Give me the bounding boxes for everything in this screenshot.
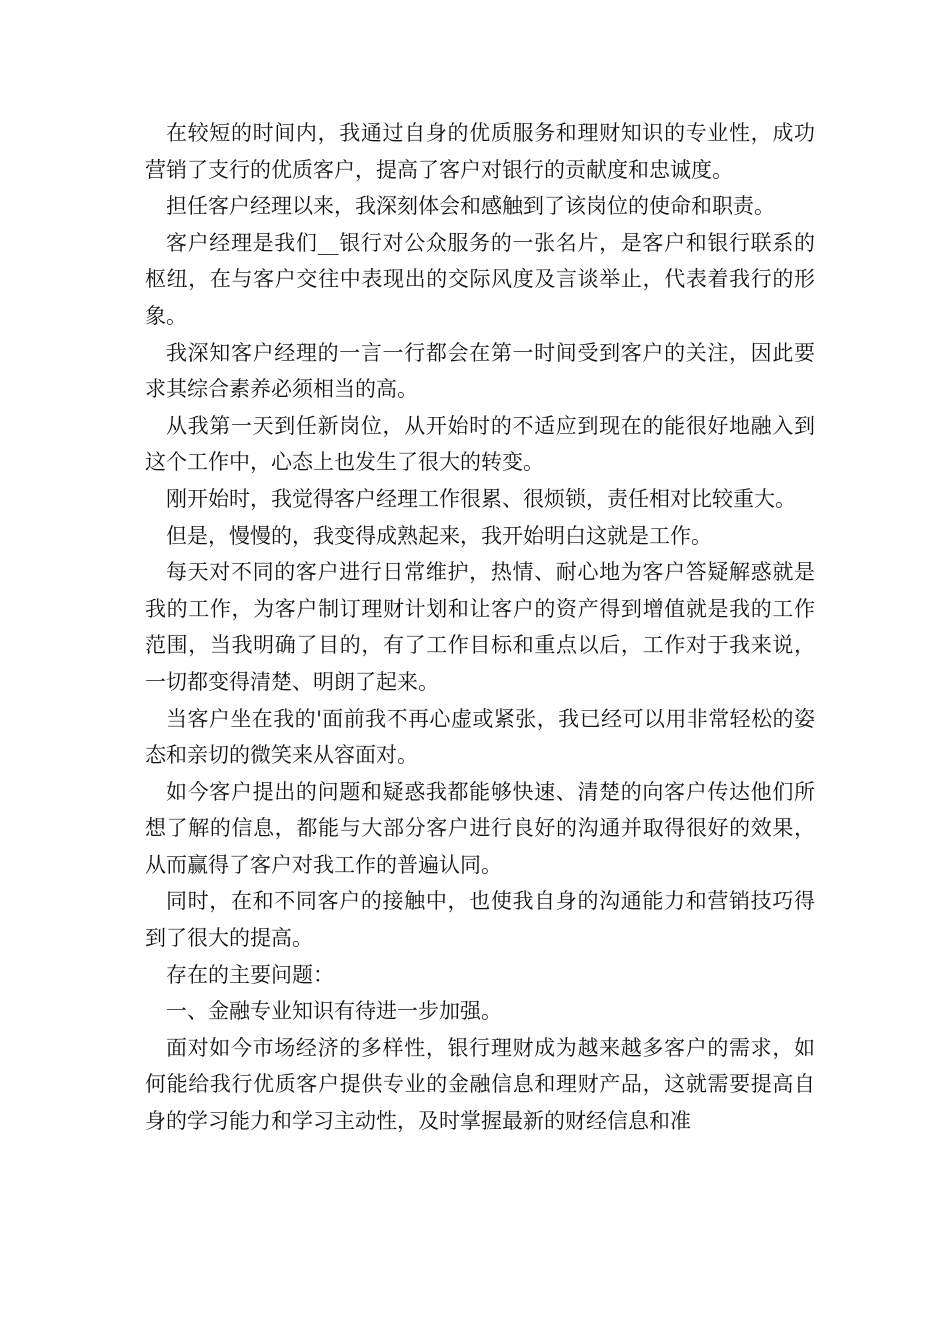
document-body	[145, 115, 815, 1140]
paragraph: 面对如今市场经济的多样性，银行理财成为越来越多客户的需求，如何能给我行优质客户提供专业的金融信息和理财产品，这就需要提高自身的学习能力和学习主动性，及时掌握最新的财经信息和准	[145, 1035, 815, 1134]
paragraph: 刚开始时，我觉得客户经理工作很累、很烦锁，责任相对比较重大。	[166, 486, 796, 511]
section-subheading: 一、金融专业知识有待进一步加强。	[166, 999, 502, 1024]
paragraph: 如今客户提出的问题和疑惑我都能够快速、清楚的向客户传达他们所想了解的信息，都能与大部分客户进行良好的沟通并取得很好的效果，从而赢得了客户对我工作的普遍认同。	[145, 779, 815, 877]
paragraph: 担任客户经理以来，我深刻体会和感触到了该岗位的使命和职责。	[166, 194, 775, 219]
paragraph: 从我第一天到任新岗位，从开始时的不适应到现在的能很好地融入到这个工作中，心态上也发生了很大的转变。	[145, 413, 815, 475]
paragraph: 在较短的时间内，我通过自身的优质服务和理财知识的专业性，成功营销了支行的优质客户，提高了客户对银行的贡献度和忠诚度。	[145, 121, 815, 182]
paragraph: 同时，在和不同客户的接触中，也使我自身的沟通能力和营销技巧得到了很大的提高。	[145, 889, 815, 951]
paragraph: 我深知客户经理的一言一行都会在第一时间受到客户的关注，因此要求其综合素养必须相当的高。	[145, 340, 815, 402]
paragraph: 但是，慢慢的，我变得成熟起来，我开始明白这就是工作。	[166, 523, 712, 548]
section-heading: 存在的主要问题：	[166, 962, 334, 987]
paragraph: 客户经理是我们__银行对公众服务的一张名片，是客户和银行联系的枢纽，在与客户交往中表现出的交际风度及言谈举止，代表着我行的形象。	[145, 230, 815, 328]
paragraph: 每天对不同的客户进行日常维护，热情、耐心地为客户答疑解惑就是我的工作，为客户制订理财计划和让客户的资产得到增值就是我的工作范围，当我明确了目的，有了工作目标和重点以后，工作对于我来说，一切都变得清楚、明朗了起来。	[145, 560, 815, 694]
paragraph: 当客户坐在我的'面前我不再心虚或紧张，我已经可以用非常轻松的姿态和亲切的微笑来从容面对。	[145, 706, 815, 768]
